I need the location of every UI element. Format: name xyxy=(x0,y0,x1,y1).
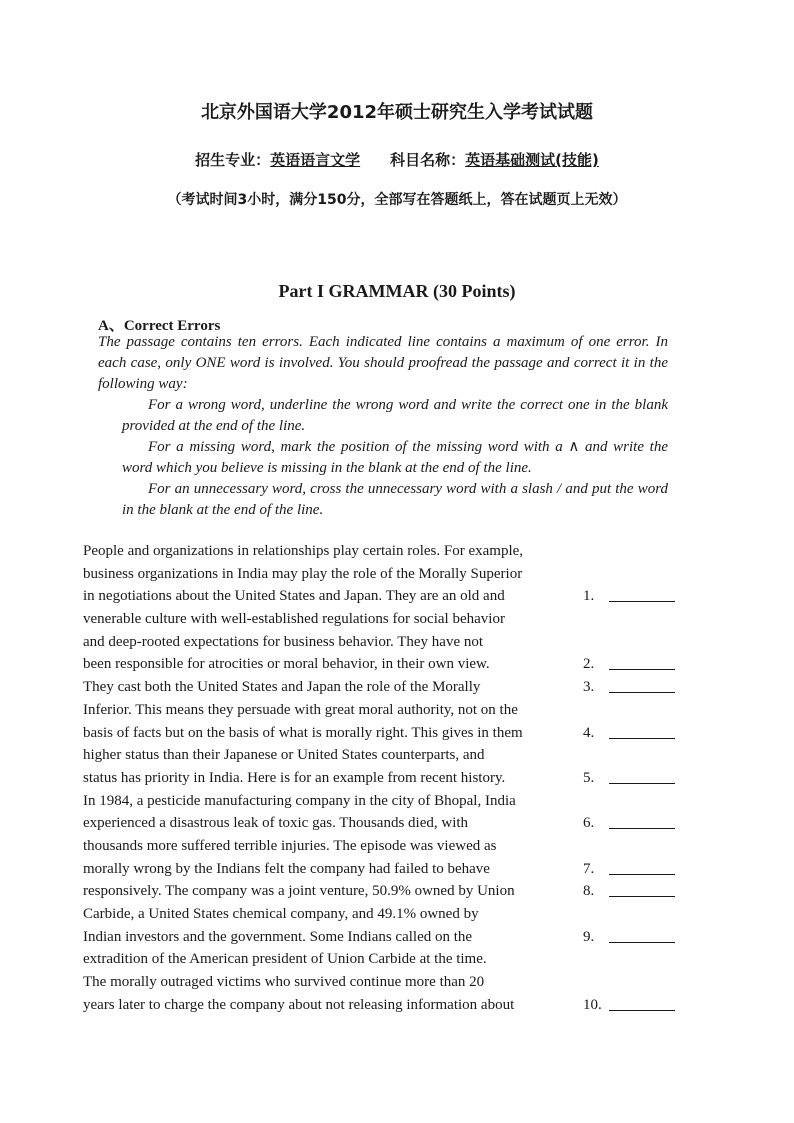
answer-blank[interactable] xyxy=(609,738,675,739)
passage-line xyxy=(83,835,683,858)
instructions xyxy=(98,332,668,521)
passage-line-text: higher status than their Japanese or United States counterparts, and xyxy=(83,747,485,764)
passage-line xyxy=(83,948,683,971)
subject-label: 科目名称： xyxy=(390,151,466,169)
passage-line-text: basis of facts but on the basis of what is morally right. This gives in them xyxy=(83,724,523,741)
answer-number: 4. xyxy=(583,724,595,741)
passage-line-text: years later to charge the company about not releasing information about xyxy=(83,996,515,1013)
answer-blank[interactable] xyxy=(609,942,675,943)
instruction-missing-word: For a missing word, mark the position of the missing word with a ∧ and write the word which you believe is missing in the blank at the end of the line. xyxy=(122,439,668,476)
passage-line xyxy=(83,631,683,654)
passage-line xyxy=(83,790,683,813)
passage-line xyxy=(83,722,683,745)
answer-number: 9. xyxy=(583,928,595,945)
instruction-unnecessary-word: For an unnecessary word, cross the unnecessary word with a slash / and put the word in the blank at the end of the line. xyxy=(122,481,668,518)
passage-line xyxy=(83,880,683,903)
passage-line xyxy=(83,994,683,1017)
passage-line-text: morally wrong by the Indians felt the company had failed to behave xyxy=(83,860,490,877)
answer-blank[interactable] xyxy=(609,1010,675,1011)
passage-line xyxy=(83,903,683,926)
answer-number: 5. xyxy=(583,769,595,786)
passage-line-text: in negotiations about the United States and Japan. They are an old and xyxy=(83,588,505,605)
passage-line xyxy=(83,926,683,949)
passage-line-text: status has priority in India. Here is for an example from recent history. xyxy=(83,769,506,786)
answer-number: 10. xyxy=(583,996,602,1013)
major-label: 招生专业： xyxy=(195,151,271,169)
passage-line-text: The morally outraged victims who survived continue more than 20 xyxy=(83,974,485,991)
answer-blank[interactable] xyxy=(609,828,675,829)
answer-number: 6. xyxy=(583,815,595,832)
section-title: A、Correct Errors xyxy=(98,318,221,334)
passage-line-text: business organizations in India may play the role of the Morally Superior xyxy=(83,565,523,582)
passage-line-text: Carbide, a United States chemical company, and 49.1% owned by xyxy=(83,906,479,922)
passage-line xyxy=(83,540,683,563)
passage-line-text: and deep-rooted expectations for business behavior. They have not xyxy=(83,633,484,650)
passage-line-text: Indian investors and the government. Some Indians called on the xyxy=(83,928,473,945)
subject-line xyxy=(0,149,794,170)
passage-line xyxy=(83,676,683,699)
answer-blank[interactable] xyxy=(609,783,675,784)
major-value: 英语语言文学 xyxy=(270,151,361,169)
passage-line-text: extradition of the American president of Union Carbide at the time. xyxy=(83,951,487,968)
instruction-wrong-word: For a wrong word, underline the wrong word and write the correct one in the blank provided at the end of the line. xyxy=(122,397,668,434)
passage-line xyxy=(83,699,683,722)
passage-line xyxy=(83,971,683,994)
answer-number: 8. xyxy=(583,883,595,900)
answer-number: 3. xyxy=(583,679,595,696)
passage xyxy=(83,540,683,1016)
passage-line-text: been responsible for atrocities or moral behavior, in their own view. xyxy=(83,656,490,673)
passage-line-text: Inferior. This means they persuade with great moral authority, not on the xyxy=(83,701,518,718)
passage-line xyxy=(83,585,683,608)
exam-title: 北京外国语大学2012年硕士研究生入学考试试题 xyxy=(200,102,594,123)
passage-line xyxy=(83,812,683,835)
part-title: Part I GRAMMAR (30 Points) xyxy=(278,281,516,301)
passage-line-text: In 1984, a pesticide manufacturing company in the city of Bhopal, India xyxy=(83,792,516,809)
answer-number: 1. xyxy=(583,588,595,605)
passage-line xyxy=(83,563,683,586)
passage-line xyxy=(83,744,683,767)
answer-number: 2. xyxy=(583,656,595,673)
subject-value: 英语基础测试(技能) xyxy=(465,151,599,169)
passage-line-text: venerable culture with well-established regulations for social behavior xyxy=(83,611,505,628)
passage-line-text: They cast both the United States and Japan the role of the Morally xyxy=(83,679,481,696)
exam-notice: （考试时间3小时，满分150分，全部写在答题纸上，答在试题页上无效） xyxy=(167,192,627,208)
passage-line xyxy=(83,653,683,676)
passage-line-text: experienced a disastrous leak of toxic gas. Thousands died, with xyxy=(83,815,469,832)
answer-blank[interactable] xyxy=(609,896,675,897)
passage-line xyxy=(83,608,683,631)
answer-blank[interactable] xyxy=(609,692,675,693)
instruction-intro: The passage contains ten errors. Each indicated line contains a maximum of one error. In each case, only ONE word is involved. You should proofread the passage and correct it in the following way: xyxy=(98,334,668,392)
answer-number: 7. xyxy=(583,860,595,877)
passage-line xyxy=(83,858,683,881)
passage-line-text: thousands more suffered terrible injuries. The episode was viewed as xyxy=(83,837,497,854)
answer-blank[interactable] xyxy=(609,874,675,875)
answer-blank[interactable] xyxy=(609,601,675,602)
passage-line-text: responsively. The company was a joint venture, 50.9% owned by Union xyxy=(83,883,515,900)
passage-line xyxy=(83,767,683,790)
passage-line-text: People and organizations in relationships play certain roles. For example, xyxy=(83,543,524,559)
answer-blank[interactable] xyxy=(609,669,675,670)
